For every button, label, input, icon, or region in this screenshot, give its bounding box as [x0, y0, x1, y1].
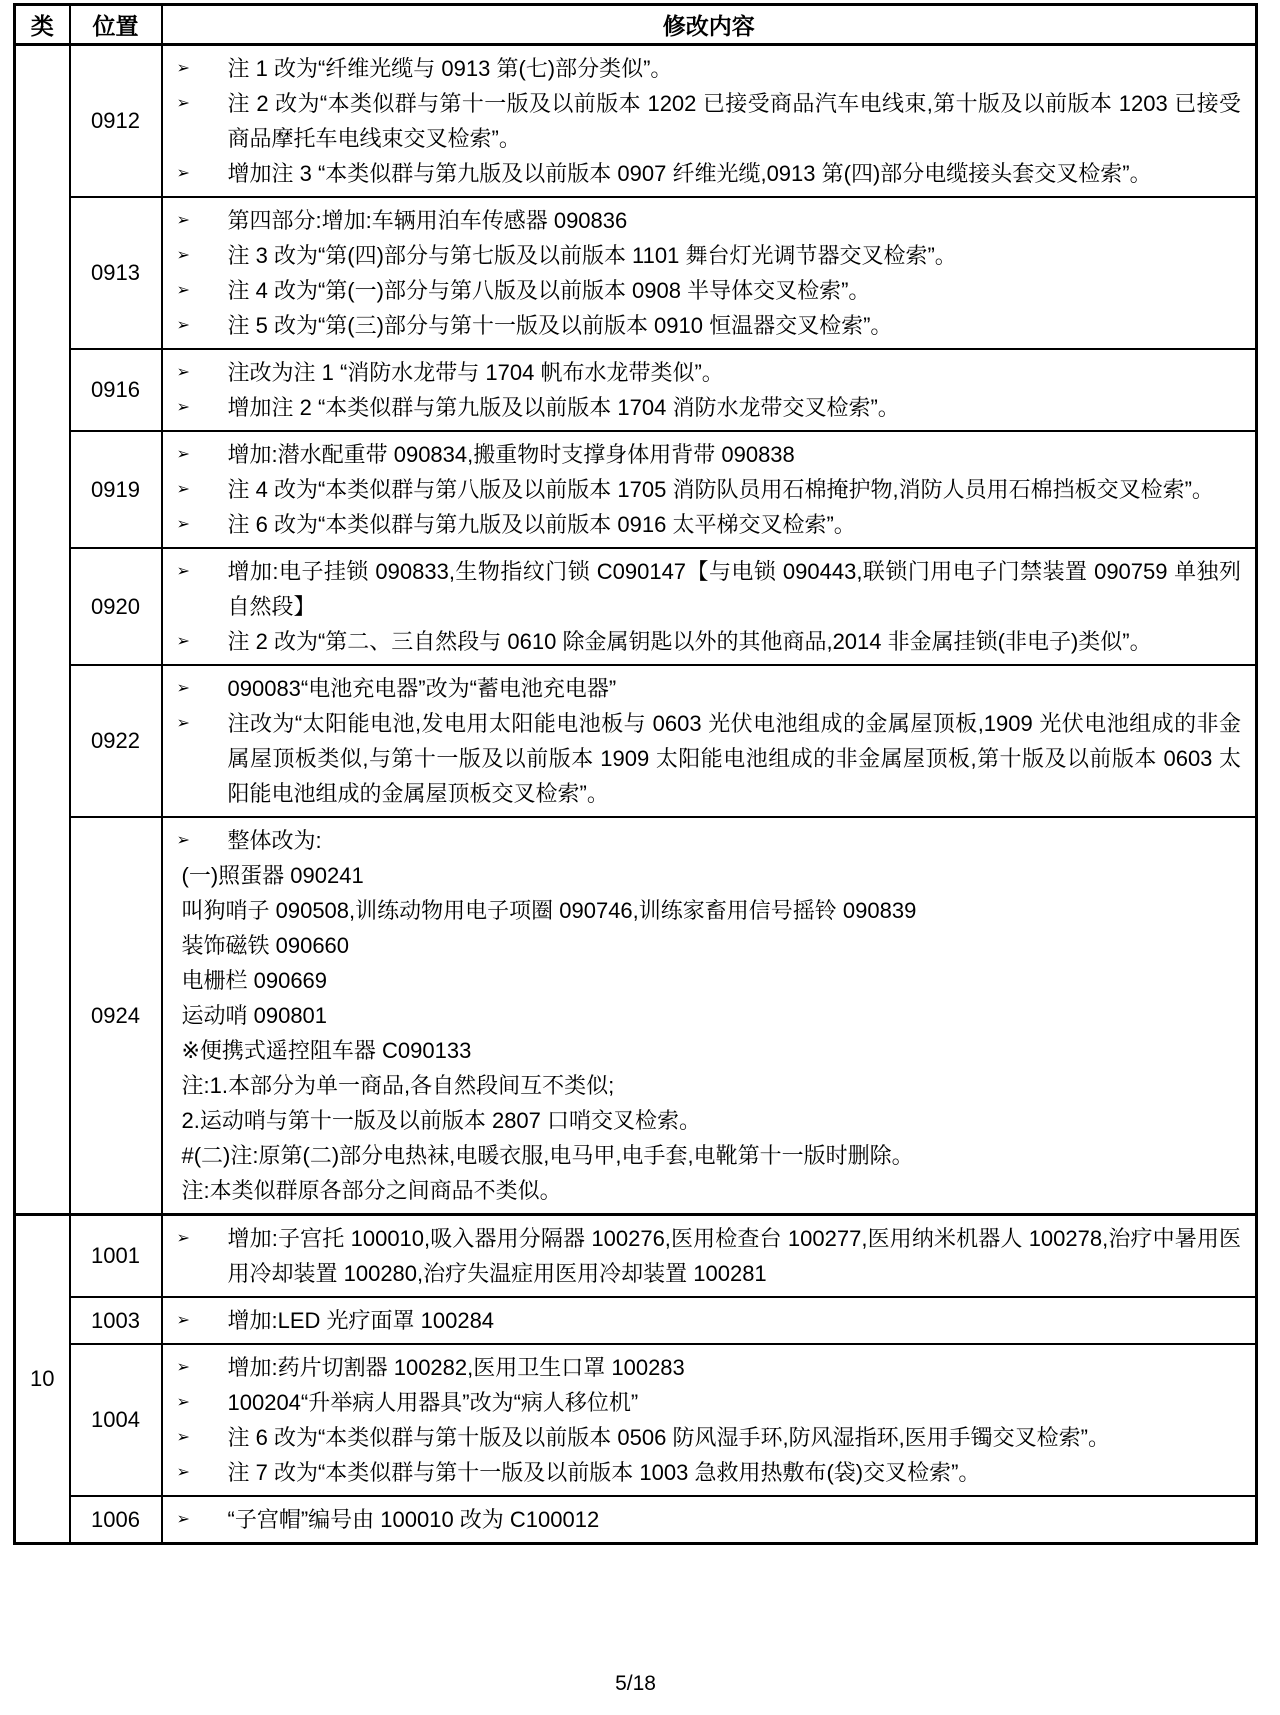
position-cell: 1004 — [70, 1344, 162, 1496]
position-cell: 0924 — [70, 817, 162, 1215]
content-item — [177, 1350, 1242, 1385]
position-cell: 0922 — [70, 665, 162, 817]
item-text: 注:1.本部分为单一商品,各自然段间互不类似; — [181, 1073, 615, 1098]
content-item — [177, 390, 1242, 425]
content-item — [177, 238, 1242, 273]
arrow-bullet-icon: ➢ — [176, 1359, 190, 1376]
arrow-bullet-icon: ➢ — [176, 715, 190, 732]
position-cell: 1001 — [70, 1215, 162, 1298]
table-row — [15, 1297, 1257, 1344]
content-cell — [162, 665, 1257, 817]
item-text: 增加:电子挂锁 090833,生物指纹门锁 C090147【与电锁 090443,联锁门用电子门禁装置 090759 单独列自然段】 — [227, 559, 1241, 619]
position-cell: 0913 — [70, 197, 162, 349]
position-cell: 1003 — [70, 1297, 162, 1344]
arrow-bullet-icon: ➢ — [176, 399, 190, 416]
content-item — [177, 1033, 1242, 1068]
arrow-bullet-icon: ➢ — [176, 832, 190, 849]
content-item — [177, 355, 1242, 390]
item-text: 注:本类似群原各部分之间商品不类似。 — [181, 1178, 562, 1203]
content-item — [177, 893, 1242, 928]
content-cell — [162, 548, 1257, 665]
position-cell: 1006 — [70, 1496, 162, 1544]
item-text: 注改为“太阳能电池,发电用太阳能电池板与 0603 光伏电池组成的金属屋顶板,1909 光伏电池组成的非金属屋顶板类似,与第十一版及以前版本 1909 太阳能电池组成的非金属屋顶板,第十版及以前版本 0603 太阳能电池组成的金属屋顶板交叉检索”。 — [227, 711, 1241, 806]
content-cell — [162, 45, 1257, 198]
content-item — [177, 203, 1242, 238]
content-item — [177, 1385, 1242, 1420]
content-item — [177, 963, 1242, 998]
arrow-bullet-icon: ➢ — [176, 282, 190, 299]
table-row — [15, 45, 1257, 198]
arrow-bullet-icon: ➢ — [176, 1230, 190, 1247]
content-cell — [162, 1496, 1257, 1544]
item-text: “子宫帽”编号由 100010 改为 C100012 — [227, 1507, 600, 1532]
item-text: 增加:子宫托 100010,吸入器用分隔器 100276,医用检查台 100277,医用纳米机器人 100278,治疗中暑用医用冷却装置 100280,治疗失温症用医用冷却装置 100281 — [227, 1226, 1241, 1286]
item-text: 增加:药片切割器 100282,医用卫生口罩 100283 — [227, 1355, 685, 1380]
item-text: 2.运动哨与第十一版及以前版本 2807 口哨交叉检索。 — [181, 1108, 702, 1133]
content-item — [177, 1221, 1242, 1291]
content-item — [177, 1303, 1242, 1338]
col-header-content: 修改内容 — [162, 5, 1257, 45]
item-text: 增加:LED 光疗面罩 100284 — [227, 1308, 495, 1333]
item-text: #(二)注:原第(二)部分电热袜,电暖衣服,电马甲,电手套,电靴第十一版时删除。 — [181, 1143, 914, 1168]
header-row — [15, 5, 1257, 45]
content-item — [177, 86, 1242, 156]
class-cell: 10 — [15, 1215, 70, 1544]
arrow-bullet-icon: ➢ — [176, 1394, 190, 1411]
item-text: 注 1 改为“纤维光缆与 0913 第(七)部分类似”。 — [227, 56, 673, 81]
content-item — [177, 624, 1242, 659]
table-row — [15, 1215, 1257, 1298]
item-text: ※便携式遥控阻车器 C090133 — [181, 1038, 472, 1063]
item-text: 电栅栏 090669 — [181, 968, 328, 993]
content-item — [177, 51, 1242, 86]
item-text: 装饰磁铁 090660 — [181, 933, 350, 958]
content-item — [177, 1173, 1242, 1208]
item-text: 增加:潜水配重带 090834,搬重物时支撑身体用背带 090838 — [227, 442, 795, 467]
item-text: 整体改为: — [227, 828, 322, 853]
item-text: 注 6 改为“本类似群与第九版及以前版本 0916 太平梯交叉检索”。 — [227, 512, 856, 537]
arrow-bullet-icon: ➢ — [176, 247, 190, 264]
content-item — [177, 1068, 1242, 1103]
table-row — [15, 1344, 1257, 1496]
table-row — [15, 548, 1257, 665]
position-cell: 0916 — [70, 349, 162, 431]
content-item — [177, 308, 1242, 343]
content-cell — [162, 431, 1257, 548]
item-text: 第四部分:增加:车辆用泊车传感器 090836 — [227, 208, 628, 233]
arrow-bullet-icon: ➢ — [176, 1312, 190, 1329]
table-row — [15, 349, 1257, 431]
content-item — [177, 858, 1242, 893]
revision-table — [13, 3, 1258, 1545]
arrow-bullet-icon: ➢ — [176, 481, 190, 498]
arrow-bullet-icon: ➢ — [176, 165, 190, 182]
content-item — [177, 1138, 1242, 1173]
content-item — [177, 998, 1242, 1033]
item-text: 注改为注 1 “消防水龙带与 1704 帆布水龙带类似”。 — [227, 360, 724, 385]
item-text: 增加注 2 “本类似群与第九版及以前版本 1704 消防水龙带交叉检索”。 — [227, 395, 900, 420]
item-text: 注 6 改为“本类似群与第十版及以前版本 0506 防风湿手环,防风湿指环,医用手镯交叉检索”。 — [227, 1425, 1111, 1450]
arrow-bullet-icon: ➢ — [176, 633, 190, 650]
item-text: 注 4 改为“本类似群与第八版及以前版本 1705 消防队员用石棉掩护物,消防人员用石棉挡板交叉检索”。 — [227, 477, 1214, 502]
item-text: 增加注 3 “本类似群与第九版及以前版本 0907 纤维光缆,0913 第(四)部分电缆接头套交叉检索”。 — [227, 161, 1152, 186]
arrow-bullet-icon: ➢ — [176, 364, 190, 381]
col-header-position: 位置 — [70, 5, 162, 45]
table-row — [15, 197, 1257, 349]
content-cell — [162, 197, 1257, 349]
arrow-bullet-icon: ➢ — [176, 680, 190, 697]
item-text: 注 2 改为“本类似群与第十一版及以前版本 1202 已接受商品汽车电线束,第十版及以前版本 1203 已接受商品摩托车电线束交叉检索”。 — [227, 91, 1241, 151]
page-number: 5/18 — [615, 1672, 656, 1695]
class-cell — [15, 45, 70, 1215]
item-text: 注 3 改为“第(四)部分与第七版及以前版本 1101 舞台灯光调节器交叉检索”。 — [227, 243, 957, 268]
col-header-class: 类 — [15, 5, 70, 45]
position-cell: 0919 — [70, 431, 162, 548]
content-item — [177, 928, 1242, 963]
arrow-bullet-icon: ➢ — [176, 563, 190, 580]
position-cell: 0912 — [70, 45, 162, 198]
content-item — [177, 472, 1242, 507]
arrow-bullet-icon: ➢ — [176, 317, 190, 334]
arrow-bullet-icon: ➢ — [176, 516, 190, 533]
content-item — [177, 437, 1242, 472]
arrow-bullet-icon: ➢ — [176, 1511, 190, 1528]
content-cell — [162, 1215, 1257, 1298]
content-item — [177, 1502, 1242, 1537]
content-cell — [162, 349, 1257, 431]
content-item — [177, 1455, 1242, 1490]
content-item — [177, 273, 1242, 308]
content-item — [177, 1420, 1242, 1455]
content-item — [177, 823, 1242, 858]
table-row — [15, 665, 1257, 817]
table-row — [15, 431, 1257, 548]
arrow-bullet-icon: ➢ — [176, 1464, 190, 1481]
position-cell: 0920 — [70, 548, 162, 665]
arrow-bullet-icon: ➢ — [176, 60, 190, 77]
content-item — [177, 507, 1242, 542]
arrow-bullet-icon: ➢ — [176, 212, 190, 229]
item-text: 注 2 改为“第二、三自然段与 0610 除金属钥匙以外的其他商品,2014 非金属挂锁(非电子)类似”。 — [227, 629, 1152, 654]
content-cell — [162, 817, 1257, 1215]
content-item — [177, 706, 1242, 811]
content-item — [177, 554, 1242, 624]
content-item — [177, 1103, 1242, 1138]
table-row — [15, 1496, 1257, 1544]
table-row — [15, 817, 1257, 1215]
content-cell — [162, 1297, 1257, 1344]
item-text: (一)照蛋器 090241 — [181, 863, 364, 888]
arrow-bullet-icon: ➢ — [176, 446, 190, 463]
arrow-bullet-icon: ➢ — [176, 1429, 190, 1446]
arrow-bullet-icon: ➢ — [176, 95, 190, 112]
content-item — [177, 156, 1242, 191]
item-text: 注 5 改为“第(三)部分与第十一版及以前版本 0910 恒温器交叉检索”。 — [227, 313, 893, 338]
item-text: 运动哨 090801 — [181, 1003, 328, 1028]
item-text: 100204“升举病人用器具”改为“病人移位机” — [227, 1390, 639, 1415]
content-item — [177, 671, 1242, 706]
item-text: 注 4 改为“第(一)部分与第八版及以前版本 0908 半导体交叉检索”。 — [227, 278, 871, 303]
item-text: 090083“电池充电器”改为“蓄电池充电器” — [227, 676, 617, 701]
item-text: 叫狗哨子 090508,训练动物用电子项圈 090746,训练家畜用信号摇铃 090839 — [181, 898, 917, 923]
item-text: 注 7 改为“本类似群与第十一版及以前版本 1003 急救用热敷布(袋)交叉检索”。 — [227, 1460, 981, 1485]
content-cell — [162, 1344, 1257, 1496]
